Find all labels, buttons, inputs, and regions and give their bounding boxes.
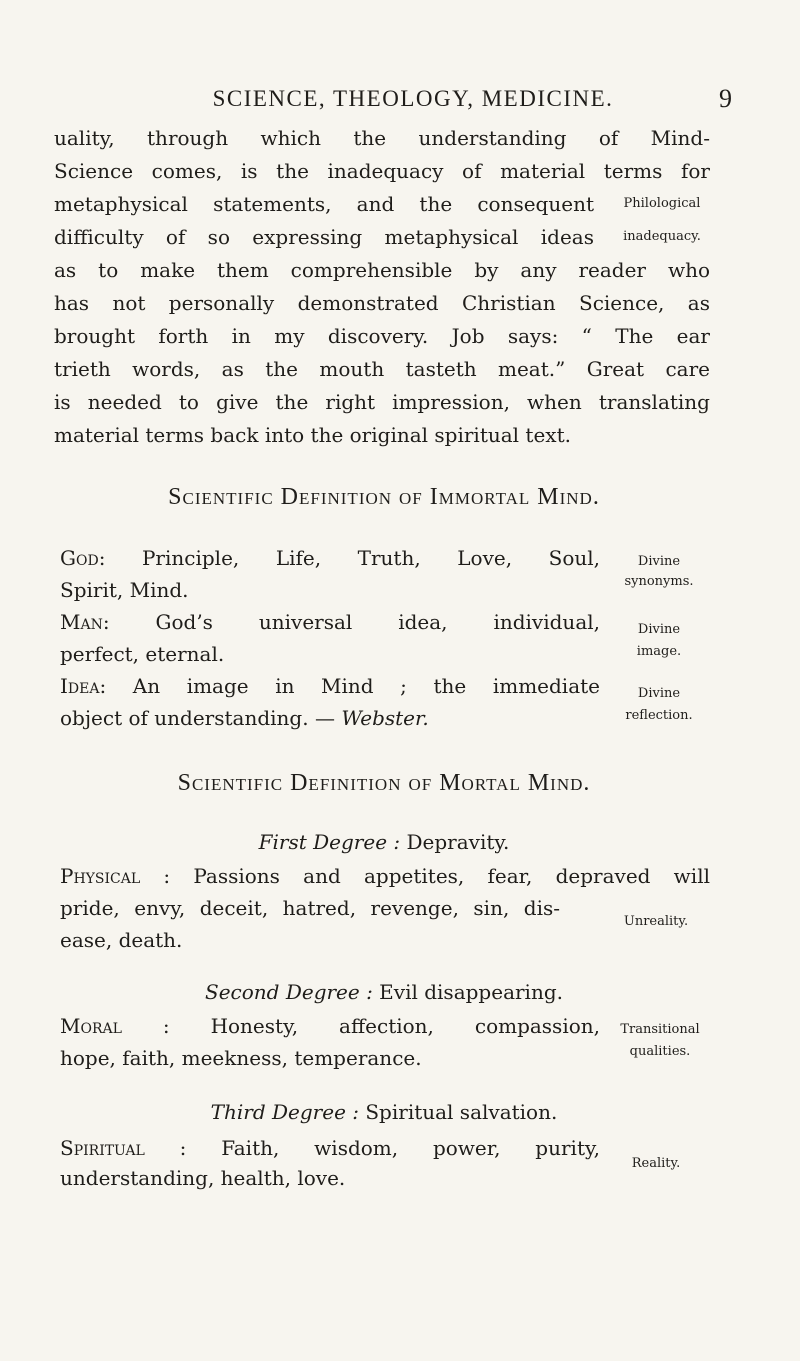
degree-value: Spiritual salvation. [359, 1100, 558, 1124]
paragraph-line: material terms back into the original spiritual text. [54, 423, 571, 447]
definition-moral [60, 1014, 600, 1038]
definition-line: understanding, health, love. [60, 1166, 346, 1190]
degree-label: Third Degree : [210, 1100, 359, 1124]
running-head: SCIENCE, THEOLOGY, MEDICINE. [212, 86, 614, 111]
definition-line: perfect, eternal. [60, 642, 225, 666]
definition-text: : Passions and appetites, fear, depraved will [140, 864, 710, 888]
paragraph-line: difficulty of so expressing metaphysical ideas [54, 225, 594, 249]
paragraph-line: metaphysical statements, and the consequent [54, 192, 594, 216]
definition-line: Spirit, Mind. [60, 578, 189, 602]
margin-note: image. [636, 644, 682, 659]
paragraph-line: trieth words, as the mouth tasteth meat.” Great care [54, 357, 710, 381]
margin-note: synonyms. [624, 574, 694, 589]
paragraph-line: as to make them comprehensible by any reader who [54, 258, 710, 282]
definition-text: : God’s universal idea, individual, [102, 610, 600, 634]
margin-note: Divine [637, 622, 681, 637]
definition-spiritual [60, 1136, 600, 1160]
degree-third [54, 1100, 714, 1124]
section-heading-immortal: Scientific Definition of Immortal Mind. [168, 484, 600, 510]
margin-note: Transitional [620, 1022, 700, 1037]
margin-note: Reality. [631, 1156, 681, 1171]
margin-note: Divine [637, 686, 681, 701]
definition-god [60, 546, 600, 570]
term-moral: Moral [60, 1014, 122, 1038]
page-number: 9 [719, 84, 732, 113]
degree-label: First Degree : [258, 830, 401, 854]
definition-line [60, 706, 429, 730]
paragraph-line: brought forth in my discovery. Job says: “ The ear [54, 324, 710, 348]
paragraph-line: has not personally demonstrated Christian Science, as [54, 291, 710, 315]
margin-note: inadequacy. [623, 229, 701, 244]
term-physical: Physical [60, 864, 141, 888]
definition-text: : An image in Mind ; the immediate [99, 674, 600, 698]
paragraph-line: uality, through which the understanding of Mind- [54, 126, 710, 150]
section-heading-mortal: Scientific Definition of Mortal Mind. [177, 770, 591, 796]
degree-first [54, 830, 714, 854]
paragraph-line: is needed to give the right impression, when translating [54, 390, 710, 414]
degree-value: Depravity. [400, 830, 510, 854]
definition-physical [60, 864, 710, 888]
degree-second [54, 980, 714, 1004]
margin-note: Unreality. [623, 914, 689, 929]
term-god: God [60, 546, 99, 570]
definition-line: pride, envy, deceit, hatred, revenge, sin, dis- [60, 896, 560, 920]
margin-note: Divine [637, 554, 681, 569]
citation-webster: Webster. [341, 706, 429, 730]
definition-line: ease, death. [60, 928, 183, 952]
definition-line: hope, faith, meekness, temperance. [60, 1046, 422, 1070]
term-idea: Idea [60, 674, 100, 698]
paragraph-line: Science comes, is the inadequacy of material terms for [54, 159, 710, 183]
term-man: Man [60, 610, 103, 634]
margin-note: reflection. [625, 708, 693, 723]
definition-text: : Honesty, affection, compassion, [121, 1014, 600, 1038]
definition-text: : Faith, wisdom, power, purity, [144, 1136, 600, 1160]
degree-label: Second Degree : [205, 980, 373, 1004]
term-spiritual: Spiritual [60, 1136, 145, 1160]
definition-man [60, 610, 600, 634]
margin-note: Philological [623, 196, 701, 211]
degree-value: Evil disappearing. [372, 980, 563, 1004]
margin-note: qualities. [629, 1044, 691, 1059]
definition-text: : Principle, Life, Truth, Love, Soul, [98, 546, 600, 570]
definition-idea [60, 674, 600, 698]
definition-text: object of understanding. — [60, 706, 342, 730]
